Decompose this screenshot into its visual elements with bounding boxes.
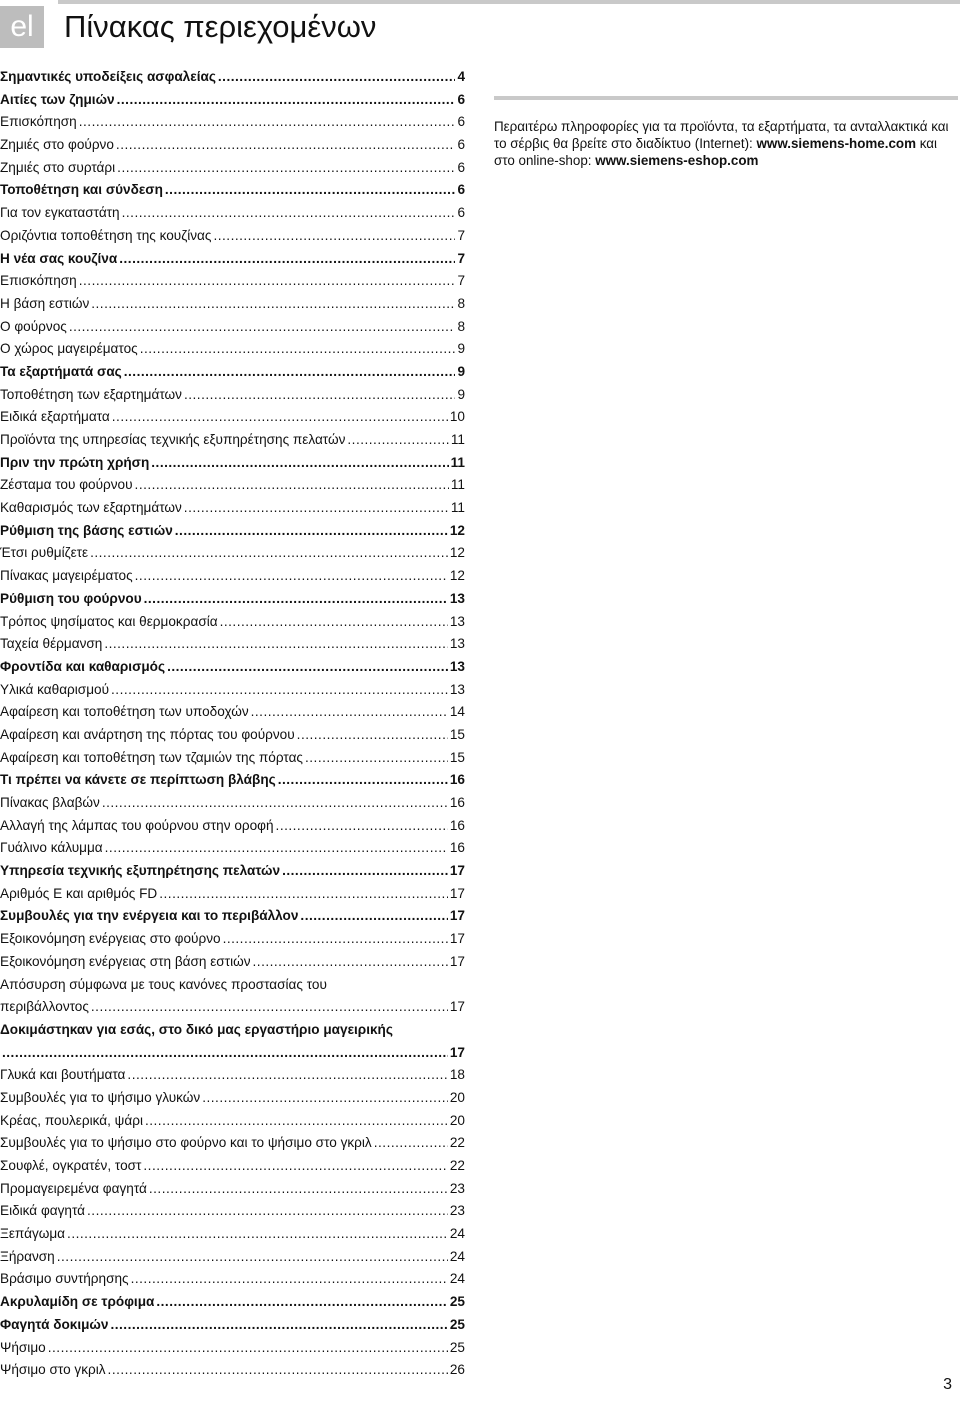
toc-entry[interactable] (0, 157, 465, 180)
toc-entry-title: Οριζόντια τοποθέτηση της κουζίνας (0, 227, 212, 243)
toc-page-number: 9 (457, 386, 465, 402)
toc-entry-title: Ζημιές στο φούρνο (0, 137, 114, 153)
toc-entry[interactable] (0, 679, 465, 702)
toc-page-number: 25 (449, 1294, 465, 1310)
toc-entry-title: Ζημιές στο συρτάρι (0, 159, 116, 175)
toc-entry-title: Αιτίες των ζημιών (0, 91, 115, 107)
toc-leader-dots (282, 860, 448, 883)
toc-entry[interactable] (0, 792, 465, 815)
toc-entry-title: Τι πρέπει να κάνετε σε περίπτωση βλάβης (0, 772, 276, 788)
siemens-eshop-link[interactable]: www.siemens-eshop.com (595, 153, 759, 168)
toc-page-number: 17 (449, 863, 465, 879)
toc-leader-dots (251, 701, 448, 724)
toc-leader-dots (117, 157, 455, 180)
toc-entry-title: Ακρυλαμίδη σε τρόφιμα (0, 1294, 155, 1310)
toc-page-number: 12 (449, 545, 465, 561)
toc-entry[interactable] (0, 769, 465, 792)
info-intro: Περαιτέρω πληροφορίες για τα προϊόντα, τα εξαρτήματα, τα ανταλλακτικά και το σέρβις θα βρείτε στο διαδίκτυο (Internet): (494, 119, 949, 151)
toc-leader-dots (116, 134, 456, 157)
toc-entry[interactable] (0, 905, 465, 928)
toc-entry-title: Πριν την πρώτη χρήση (0, 454, 150, 470)
toc-leader-dots (223, 928, 448, 951)
toc-entry-title: Επισκόπηση (0, 273, 77, 289)
toc-leader-dots (90, 542, 448, 565)
toc-leader-dots (111, 679, 448, 702)
toc-entry[interactable] (0, 406, 465, 429)
toc-entry[interactable] (0, 1291, 465, 1314)
toc-leader-dots (165, 179, 456, 202)
toc-page-number: 23 (449, 1203, 465, 1219)
toc-entry[interactable] (0, 225, 465, 248)
toc-page-number: 16 (449, 795, 465, 810)
toc-page-number: 16 (449, 840, 465, 856)
toc-page-number: 22 (449, 1158, 465, 1173)
toc-page-number: 13 (449, 636, 465, 652)
toc-leader-dots (91, 293, 455, 316)
toc-entry-title: Πίνακας μαγειρέματος (0, 568, 133, 584)
toc-leader-dots (297, 724, 448, 747)
toc-leader-dots (108, 1359, 448, 1382)
toc-entry-title: Τα εξαρτήματά σας (0, 363, 122, 379)
toc-entry-title: Δοκιμάστηκαν για εσάς, στο δικό μας εργαστήριο μαγειρικής (0, 1021, 393, 1037)
toc-page-number: 25 (449, 1316, 465, 1332)
table-of-contents (0, 66, 465, 1382)
toc-page-number: 15 (449, 726, 465, 742)
toc-entry[interactable] (0, 974, 465, 1019)
toc-leader-dots (167, 656, 448, 679)
toc-page-number: 17 (449, 908, 465, 924)
toc-leader-dots (220, 611, 448, 634)
toc-entry[interactable] (0, 1337, 465, 1360)
toc-leader-dots (110, 1314, 447, 1337)
toc-entry-title: Τρόπος ψησίματος και θερμοκρασία (0, 613, 218, 629)
toc-entry-title: Η βάση εστιών (0, 295, 90, 311)
toc-entry-continuation (0, 996, 465, 1019)
language-badge: el (0, 6, 44, 48)
toc-entry-title: Αφαίρεση και τοποθέτηση των υποδοχών (0, 704, 249, 720)
toc-entry[interactable] (0, 1314, 465, 1337)
toc-entry[interactable] (0, 66, 465, 89)
toc-entry-title: Συμβουλές για την ενέργεια και το περιβάλλον (0, 908, 299, 924)
toc-leader-dots (48, 1337, 448, 1360)
toc-entry[interactable] (0, 338, 465, 361)
toc-leader-dots (105, 837, 448, 860)
toc-leader-dots (305, 747, 448, 770)
toc-entry[interactable] (0, 270, 465, 293)
toc-entry[interactable] (0, 1110, 465, 1133)
toc-entry-title: Αριθμός E και αριθμός FD (0, 885, 158, 901)
toc-entry-title: Γλυκά και βουτήματα (0, 1067, 126, 1083)
toc-leader-dots (202, 1087, 448, 1110)
toc-entry[interactable] (0, 293, 465, 316)
toc-entry-title: Εξοικονόμηση ενέργειας στη βάση εστιών (0, 953, 251, 969)
info-paragraph (494, 118, 958, 169)
toc-entry[interactable] (0, 1019, 465, 1064)
toc-entry[interactable] (0, 633, 465, 656)
toc-leader-dots (2, 1042, 448, 1065)
info-connector: και στο online-shop: (494, 136, 937, 168)
toc-entry[interactable] (0, 1200, 465, 1223)
toc-leader-dots (213, 225, 455, 248)
toc-entry[interactable] (0, 89, 465, 112)
toc-entry[interactable] (0, 747, 465, 770)
toc-entry-title: Η νέα σας κουζίνα (0, 250, 118, 266)
toc-entry-title: Αφαίρεση και τοποθέτηση των τζαμιών της πόρτας (0, 749, 303, 765)
toc-page-number: 6 (457, 159, 465, 175)
toc-entry[interactable] (0, 1155, 465, 1178)
toc-entry-title: Τοποθέτηση και σύνδεση (0, 182, 163, 198)
toc-page-number: 6 (457, 205, 465, 221)
toc-page-number: 15 (449, 749, 465, 765)
toc-entry-title: Βράσιμο συντήρησης (0, 1271, 129, 1287)
toc-entry[interactable] (0, 611, 465, 634)
toc-entry[interactable] (0, 497, 465, 520)
toc-entry[interactable] (0, 1087, 465, 1110)
toc-leader-dots (156, 1291, 448, 1314)
toc-page-number: 7 (457, 273, 465, 289)
toc-entry-title: Ο χώρος μαγειρέματος (0, 341, 138, 357)
toc-entry[interactable] (0, 1132, 465, 1155)
toc-entry[interactable] (0, 1246, 465, 1269)
toc-page-number: 24 (449, 1248, 465, 1264)
toc-entry[interactable] (0, 202, 465, 225)
toc-entry-title-cont: περιβάλλοντος (0, 999, 89, 1015)
toc-page-number: 11 (450, 500, 465, 516)
toc-entry-title: Πίνακας βλαβών (0, 795, 100, 810)
toc-leader-dots (79, 111, 456, 134)
toc-entry-title: Ρύθμιση του φούρνου (0, 590, 142, 606)
toc-entry-title: Ειδικά εξαρτήματα (0, 409, 110, 425)
toc-entry[interactable] (0, 1223, 465, 1246)
toc-entry-title: Φαγητά δοκιμών (0, 1316, 109, 1332)
toc-page-number: 8 (457, 295, 465, 311)
toc-entry-title: Ψήσιμο (0, 1339, 46, 1355)
toc-entry-title: Για τον εγκαταστάτη (0, 205, 120, 221)
toc-page-number: 17 (449, 885, 465, 901)
toc-entry[interactable] (0, 588, 465, 611)
toc-leader-dots (184, 384, 455, 407)
toc-page-number: 17 (449, 1044, 465, 1060)
toc-leader-dots (119, 248, 455, 271)
toc-entry[interactable] (0, 316, 465, 339)
toc-leader-dots (127, 1064, 447, 1087)
toc-entry[interactable] (0, 928, 465, 951)
toc-entry-title: Φροντίδα και καθαρισμός (0, 658, 166, 674)
toc-leader-dots (135, 474, 449, 497)
toc-entry[interactable] (0, 724, 465, 747)
toc-entry[interactable] (0, 474, 465, 497)
toc-entry-title: Αλλαγή της λάμπας του φούρνου στην οροφή (0, 817, 274, 833)
toc-page-number: 6 (457, 91, 465, 107)
toc-leader-dots (276, 815, 448, 838)
toc-leader-dots (143, 1155, 447, 1178)
toc-entry-continuation (0, 1042, 465, 1065)
toc-page-number: 8 (457, 318, 465, 334)
toc-page-number: 25 (449, 1339, 465, 1355)
toc-page-number: 6 (457, 182, 465, 198)
info-rule (494, 96, 958, 100)
toc-entry[interactable] (0, 429, 465, 452)
toc-page-number: 9 (457, 341, 465, 357)
toc-leader-dots (145, 1110, 448, 1133)
toc-entry[interactable] (0, 883, 465, 906)
toc-entry[interactable] (0, 179, 465, 202)
toc-leader-dots (175, 520, 448, 543)
toc-leader-dots (87, 1200, 448, 1223)
toc-entry[interactable] (0, 1178, 465, 1201)
toc-entry[interactable] (0, 361, 465, 384)
toc-page-number: 11 (450, 432, 465, 447)
toc-page-number: 17 (449, 953, 465, 969)
page-number: 3 (943, 1376, 952, 1393)
toc-entry[interactable] (0, 1268, 465, 1291)
toc-leader-dots (102, 792, 448, 815)
toc-page-number: 20 (449, 1112, 465, 1128)
toc-page-number: 23 (449, 1180, 465, 1196)
toc-page-number: 9 (457, 363, 465, 379)
toc-leader-dots (104, 633, 448, 656)
toc-leader-dots (117, 89, 456, 112)
toc-page-number: 13 (449, 658, 465, 674)
toc-page-number: 14 (449, 704, 465, 720)
toc-page-number: 17 (449, 999, 465, 1015)
toc-page-number: 22 (449, 1135, 465, 1151)
toc-entry[interactable] (0, 565, 465, 588)
toc-entry[interactable] (0, 701, 465, 724)
toc-page-number: 18 (449, 1067, 465, 1083)
toc-entry-title: Σημαντικές υποδείξεις ασφαλείας (0, 69, 216, 84)
toc-entry-title: Επισκόπηση (0, 114, 77, 130)
toc-entry-title: Υπηρεσία τεχνικής εξυπηρέτησης πελατών (0, 863, 281, 879)
toc-entry[interactable] (0, 951, 465, 974)
toc-leader-dots (124, 361, 456, 384)
toc-page-number: 24 (449, 1226, 465, 1242)
toc-entry-title: Υλικά καθαρισμού (0, 681, 110, 697)
toc-page-number: 4 (457, 69, 465, 84)
toc-leader-dots (135, 565, 448, 588)
toc-entry-title: Αφαίρεση και ανάρτηση της πόρτας του φούρνου (0, 726, 295, 742)
toc-entry-title: Ταχεία θέρμανση (0, 636, 103, 652)
toc-entry-title: Ο φούρνος (0, 318, 67, 334)
toc-entry[interactable] (0, 111, 465, 134)
toc-page-number: 11 (450, 477, 465, 493)
toc-entry-title: Σουφλέ, ογκρατέν, τοστ (0, 1158, 142, 1173)
toc-leader-dots (67, 1223, 448, 1246)
toc-leader-dots (184, 497, 449, 520)
toc-entry[interactable] (0, 520, 465, 543)
toc-page-number: 12 (449, 568, 465, 584)
toc-entry-title: Ζέσταμα του φούρνου (0, 477, 133, 493)
toc-entry-title: Τοποθέτηση των εξαρτημάτων (0, 386, 182, 402)
toc-entry-title: Συμβουλές για το ψήσιμο στο φούρνο και το ψήσιμο στο γκριλ (0, 1135, 372, 1151)
toc-entry-title: Προϊόντα της υπηρεσίας τεχνικής εξυπηρέτησης πελατών (0, 432, 346, 447)
toc-page-number: 12 (449, 522, 465, 538)
toc-leader-dots (69, 316, 456, 339)
toc-entry[interactable] (0, 1064, 465, 1087)
toc-page-number: 16 (449, 772, 465, 788)
toc-entry-title: Έτσι ρυθμίζετε (0, 545, 89, 561)
toc-entry[interactable] (0, 1359, 465, 1382)
toc-leader-dots (278, 769, 448, 792)
toc-leader-dots (57, 1246, 448, 1269)
toc-entry[interactable] (0, 542, 465, 565)
toc-leader-dots (151, 452, 448, 475)
toc-leader-dots (140, 338, 456, 361)
toc-entry[interactable] (0, 656, 465, 679)
toc-leader-dots (112, 406, 448, 429)
toc-page-number: 16 (449, 817, 465, 833)
toc-entry-title: Κρέας, πουλερικά, ψάρι (0, 1112, 143, 1128)
top-rule (58, 0, 960, 4)
toc-leader-dots (149, 1178, 448, 1201)
toc-page-number: 6 (457, 137, 465, 153)
toc-entry-title: Ρύθμιση της βάσης εστιών (0, 522, 173, 538)
toc-page-number: 7 (457, 250, 465, 266)
toc-entry-title: Γυάλινο κάλυμμα (0, 840, 103, 856)
toc-leader-dots (347, 429, 448, 452)
toc-entry[interactable] (0, 248, 465, 271)
toc-entry-title: Ξεπάγωμα (0, 1226, 66, 1242)
toc-entry-title: Εξοικονόμηση ενέργειας στο φούρνο (0, 931, 221, 947)
toc-entry[interactable] (0, 860, 465, 883)
toc-page-number: 10 (449, 409, 465, 425)
toc-entry[interactable] (0, 815, 465, 838)
toc-leader-dots (253, 951, 448, 974)
info-column (494, 96, 958, 169)
toc-leader-dots (159, 883, 448, 906)
toc-leader-dots (122, 202, 456, 225)
toc-leader-dots (131, 1268, 448, 1291)
page-title: Πίνακας περιεχομένων (64, 9, 377, 44)
toc-page-number: 24 (449, 1271, 465, 1287)
toc-leader-dots (79, 270, 456, 293)
toc-page-number: 20 (449, 1089, 465, 1105)
toc-page-number: 26 (449, 1362, 465, 1378)
siemens-home-link[interactable]: www.siemens-home.com (756, 136, 917, 151)
toc-page-number: 13 (449, 681, 465, 697)
toc-leader-dots (374, 1132, 448, 1155)
toc-page-number: 13 (449, 613, 465, 629)
toc-entry-title: Ψήσιμο στο γκριλ (0, 1362, 106, 1378)
toc-leader-dots (300, 905, 447, 928)
toc-entry-title: Απόσυρση σύμφωνα με τους κανόνες προστασίας του (0, 976, 327, 992)
toc-entry-title: Προμαγειρεμένα φαγητά (0, 1180, 147, 1196)
toc-leader-dots (218, 66, 456, 89)
toc-entry[interactable] (0, 452, 465, 475)
toc-page-number: 11 (450, 454, 465, 470)
toc-entry-title: Καθαρισμός των εξαρτημάτων (0, 500, 182, 516)
toc-entry-title: Ειδικά φαγητά (0, 1203, 86, 1219)
toc-entry[interactable] (0, 384, 465, 407)
toc-page-number: 7 (457, 227, 465, 243)
toc-leader-dots (91, 996, 448, 1019)
toc-entry[interactable] (0, 837, 465, 860)
toc-leader-dots (144, 588, 448, 611)
toc-entry-title: Ξήρανση (0, 1248, 55, 1264)
toc-page-number: 6 (457, 114, 465, 130)
toc-page-number: 13 (449, 590, 465, 606)
toc-entry-title: Συμβουλές για το ψήσιμο γλυκών (0, 1089, 201, 1105)
toc-entry[interactable] (0, 134, 465, 157)
toc-page-number: 17 (449, 931, 465, 947)
